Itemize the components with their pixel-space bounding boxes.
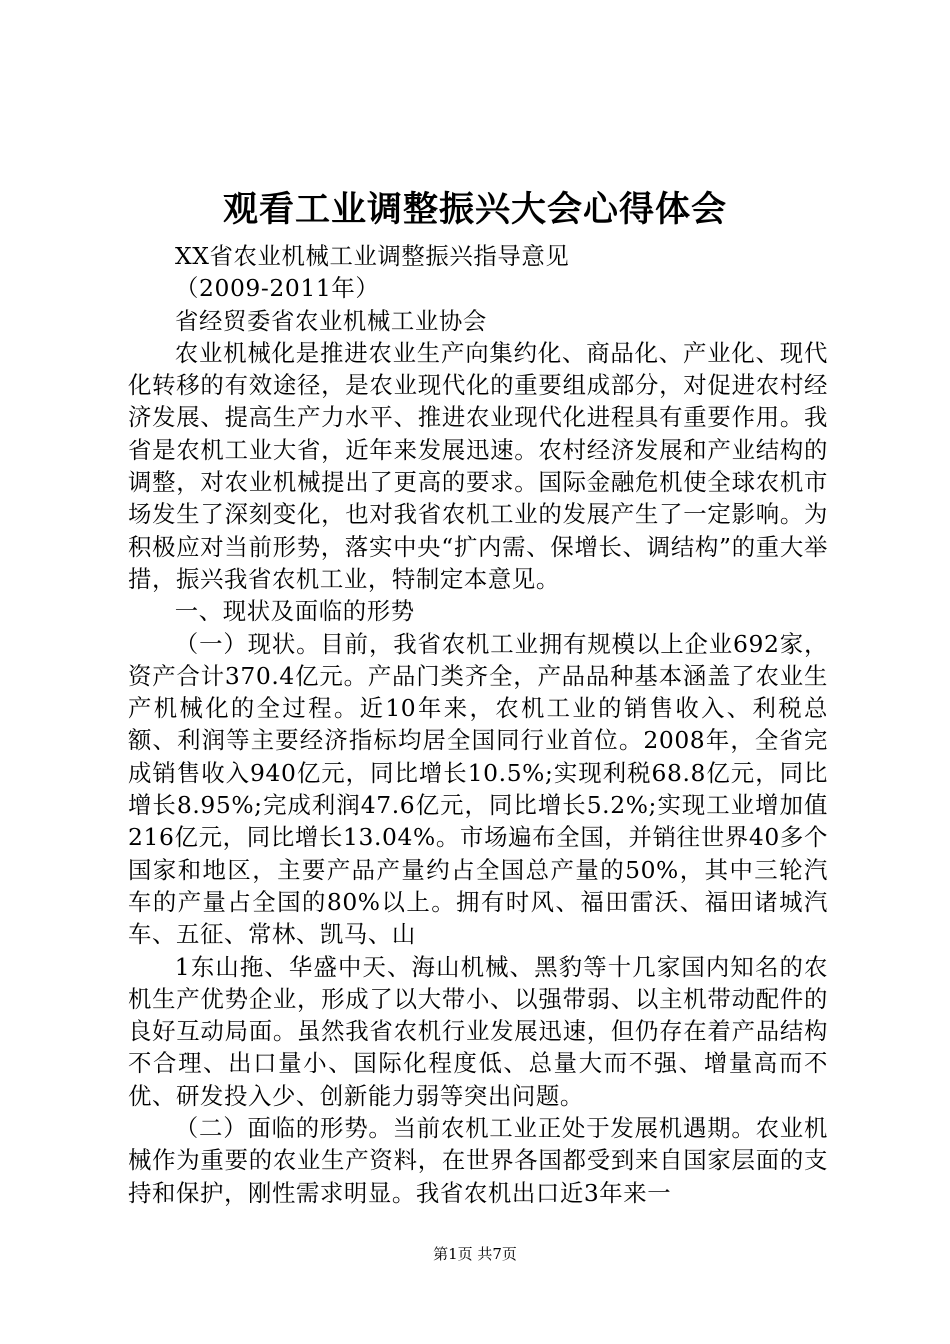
document-title: 观看工业调整振兴大会心得体会 xyxy=(222,189,727,230)
enterprises-paragraph: 1东山拖、华盛中天、海山机械、黑豹等十几家国内知名的农机生产优势企业，形成了以大带小、以强带弱、以主机带动配件的良好互动局面。虽然我省农机行业发展迅速，但仍存在着产品结构不合理、出口量小、国际化程度低、总量大而不强、增量高而不优、研发投入少、创新能力弱等突出问题。 xyxy=(128,952,828,1110)
subtitle-line: XX省农业机械工业调整振兴指导意见 xyxy=(175,242,570,270)
date-range-line: （2009-2011年） xyxy=(175,274,380,303)
section-heading: 一、现状及面临的形势 xyxy=(174,597,415,626)
situation-paragraph: （二）面临的形势。当前农机工业正处于发展机遇期。农业机械作为重要的农业生产资料，在世界各国都受到来自国家层面的支持和保护，刚性需求明显。我省农机出口近3年来一 xyxy=(128,1114,828,1207)
issuer-line: 省经贸委省农业机械工业协会 xyxy=(175,306,487,335)
page-footer: 第1页 共7页 xyxy=(433,1245,517,1263)
status-paragraph: （一）现状。目前，我省农机工业拥有规模以上企业692家，资产合计370.4亿元。产品门类齐全，产品品种基本涵盖了农业生产机械化的全过程。近10年来，农机工业的销售收入、利税总额、利润等主要经济指标均居全国同行业首位。2008年，全省完成销售收入940亿元，同比增长10.5%;实现利税68.8亿元，同比增长8.95%;完成利润47.6亿元，同比增长5.2%;实现工业增加值216亿元，同比增长13.04%。市场遍布全国，并销往世界40多个国家和地区，主要产品产量约占全国总产量的50%，其中三轮汽车的产量占全国的80%以上。拥有时风、福田雷沃、福田诸城汽车、五征、常林、凯马、山 xyxy=(128,629,828,949)
document-body xyxy=(128,240,828,1209)
intro-paragraph: 农业机械化是推进农业生产向集约化、商品化、产业化、现代化转移的有效途径，是农业现代化的重要组成部分，对促进农村经济发展、提高生产力水平、推进农业现代化进程具有重要作用。我省是农机工业大省，近年来发展迅速。农村经济发展和产业结构的调整，对农业机械提出了更高的要求。国际金融危机使全球农机市场发生了深刻变化，也对我省农机工业的发展产生了一定影响。为积极应对当前形势，落实中央“扩内需、保增长、调结构”的重大举措，振兴我省农机工业，特制定本意见。 xyxy=(128,338,828,593)
